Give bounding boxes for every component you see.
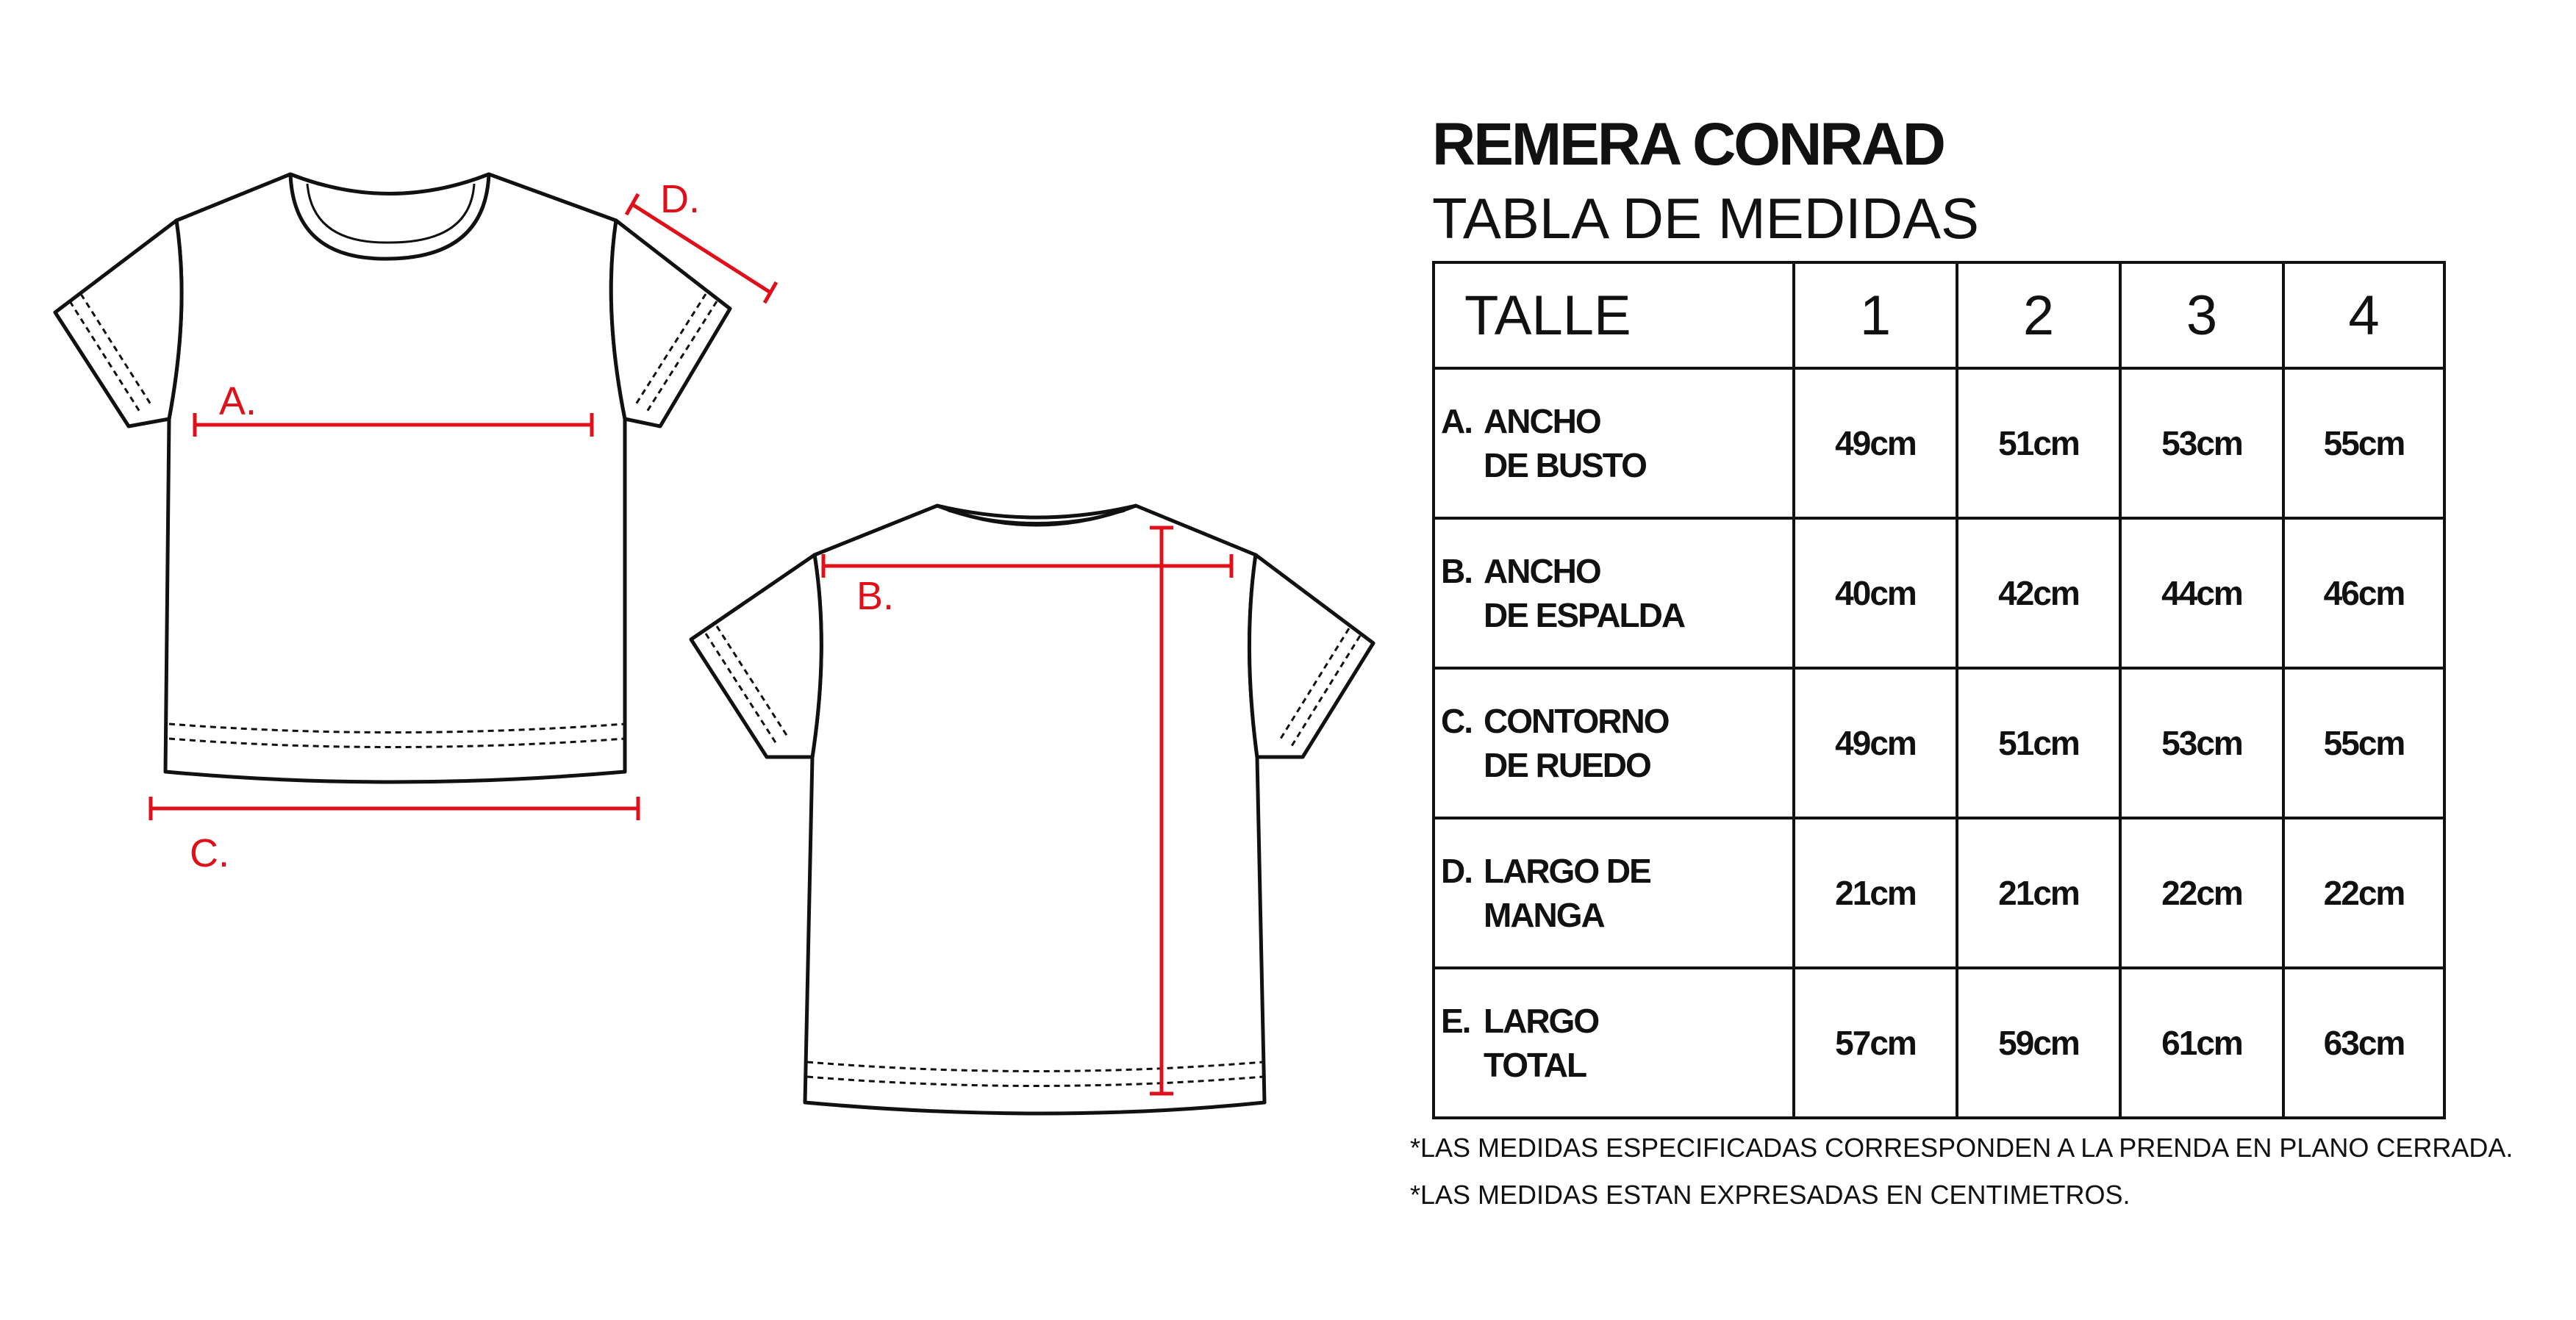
row-label-line2: DE RUEDO	[1484, 746, 1650, 784]
table-row	[1434, 818, 2444, 968]
table-row	[1434, 968, 2444, 1118]
table-cell: 61cm	[2120, 968, 2283, 1118]
row-label-cell	[1434, 968, 1794, 1118]
table-cell: 40cm	[1794, 518, 1957, 668]
table-cell: 51cm	[1957, 368, 2120, 518]
table-cell: 49cm	[1794, 368, 1957, 518]
row-label-line1: ANCHO	[1484, 402, 1600, 440]
size-header-row	[1434, 262, 2444, 368]
measure-label-d: D.	[660, 177, 700, 221]
table-cell: 57cm	[1794, 968, 1957, 1118]
measure-label-a: A.	[219, 379, 257, 423]
table-row	[1434, 668, 2444, 818]
table-cell: 49cm	[1794, 668, 1957, 818]
row-label-line1: LARGO	[1484, 1002, 1599, 1040]
table-cell: 44cm	[2120, 518, 2283, 668]
row-letter: B.	[1441, 552, 1472, 590]
back-tshirt	[691, 506, 1373, 1113]
table-cell: 51cm	[1957, 668, 2120, 818]
row-letter: D.	[1441, 852, 1472, 890]
table-cell: 55cm	[2283, 668, 2444, 818]
row-label-cell	[1434, 818, 1794, 968]
table-row	[1434, 518, 2444, 668]
page-subtitle: TABLA DE MEDIDAS	[1432, 186, 1980, 251]
size-header-cell: 1	[1794, 262, 1957, 368]
table-cell: 21cm	[1957, 818, 2120, 968]
footnote: *LAS MEDIDAS ESTAN EXPRESADAS EN CENTIMETROS.	[1410, 1180, 2130, 1210]
table-cell: 22cm	[2283, 818, 2444, 968]
row-label-line1: LARGO DE	[1484, 852, 1650, 890]
size-header-cell: 3	[2120, 262, 2283, 368]
row-letter: A.	[1441, 402, 1472, 440]
table-cell: 55cm	[2283, 368, 2444, 518]
footnote: *LAS MEDIDAS ESPECIFICADAS CORRESPONDEN A LA PRENDA EN PLANO CERRADA.	[1410, 1133, 2514, 1163]
size-header-label: TALLE	[1434, 262, 1794, 368]
size-header-cell: 2	[1957, 262, 2120, 368]
table-cell: 53cm	[2120, 368, 2283, 518]
measure-label-c: C.	[190, 831, 229, 875]
footnotes	[1410, 1124, 2513, 1219]
size-table	[1432, 261, 2446, 1119]
row-label-cell	[1434, 668, 1794, 818]
measure-label-b: B.	[856, 574, 895, 618]
row-letter: C.	[1441, 702, 1472, 740]
table-cell: 63cm	[2283, 968, 2444, 1118]
front-tshirt	[55, 174, 730, 782]
table-cell: 42cm	[1957, 518, 2120, 668]
row-label-cell	[1434, 518, 1794, 668]
page-title: REMERA CONRAD	[1432, 111, 1944, 178]
row-label-line2: MANGA	[1484, 896, 1604, 934]
table-cell: 59cm	[1957, 968, 2120, 1118]
table-cell: 46cm	[2283, 518, 2444, 668]
row-label-line2: TOTAL	[1484, 1046, 1586, 1084]
table-cell: 22cm	[2120, 818, 2283, 968]
table-row	[1434, 368, 2444, 518]
row-label-line1: CONTORNO	[1484, 702, 1669, 740]
table-cell: 53cm	[2120, 668, 2283, 818]
row-letter: E.	[1441, 1002, 1470, 1040]
row-label-line1: ANCHO	[1484, 552, 1600, 590]
table-cell: 21cm	[1794, 818, 1957, 968]
row-label-line2: DE ESPALDA	[1484, 596, 1685, 634]
row-label-line2: DE BUSTO	[1484, 446, 1646, 484]
size-header-cell: 4	[2283, 262, 2444, 368]
row-label-cell	[1434, 368, 1794, 518]
